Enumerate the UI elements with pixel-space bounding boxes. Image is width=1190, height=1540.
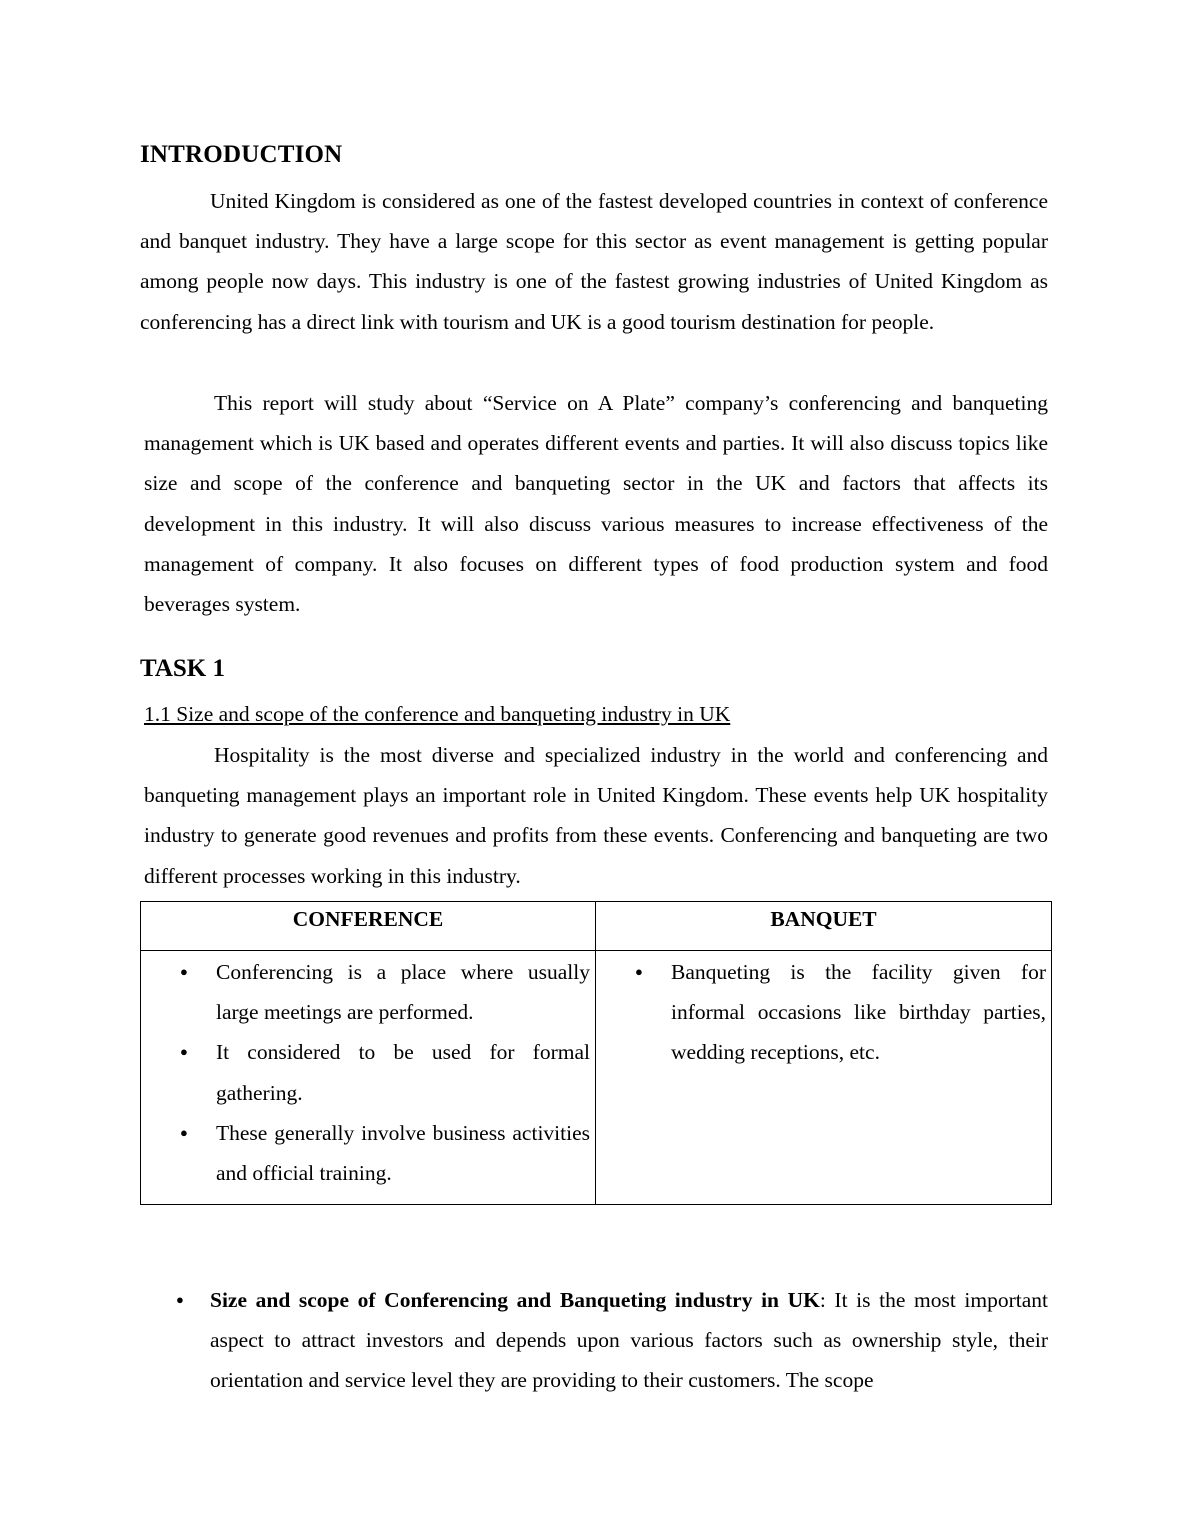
banquet-list <box>596 951 1051 1073</box>
list-item: ● These generally involve business activities and official training. <box>141 1113 595 1193</box>
table-header-row <box>141 902 1052 951</box>
size-scope-label: Size and scope of Conferencing and Banqueting industry in UK <box>210 1288 820 1312</box>
table-row <box>141 951 1052 1205</box>
introduction-heading: INTRODUCTION <box>140 141 343 168</box>
size-scope-bullet <box>176 1280 1049 1401</box>
task1-subheading: 1.1 Size and scope of the conference and banqueting industry in UK <box>144 702 731 726</box>
introduction-paragraph-1: United Kingdom is considered as one of the fastest developed countries in context of conference and banquet industry. They have a large scope for this sector as event management is getting popular among people now days. This industry is one of the fastest growing industries of United Kingdom as conferencing has a direct link with tourism and UK is a good tourism destination for people. <box>140 189 1048 334</box>
comparison-table <box>140 901 1052 1205</box>
conference-header: CONFERENCE <box>141 902 596 951</box>
task1-heading: TASK 1 <box>140 655 225 682</box>
list-item: ● It considered to be used for formal gathering. <box>141 1032 595 1112</box>
conference-cell <box>141 951 596 1205</box>
task1-paragraph: Hospitality is the most diverse and specialized industry in the world and conferencing and banqueting management plays an important role in United Kingdom. These events help UK hospitality industry to generate good revenues and profits from these events. Conferencing and banqueting are two different processes working in this industry. <box>144 743 1048 888</box>
conference-list <box>141 951 595 1193</box>
list-item: ● Conferencing is a place where usually large meetings are performed. <box>141 952 595 1032</box>
introduction-paragraph-2: This report will study about “Service on A Plate” company’s conferencing and banqueting management which is UK based and operates different events and parties. It will also discuss topics like size and scope of the conference and banqueting sector in the UK and factors that affects its development in this industry. It will also discuss various measures to increase effectiveness of the management of company. It also focuses on different types of food production system and food beverages system. <box>144 391 1048 617</box>
banquet-header: BANQUET <box>596 902 1052 951</box>
list-item: ● Banqueting is the facility given for informal occasions like birthday parties, wedding receptions, etc. <box>596 952 1051 1073</box>
banquet-cell <box>596 951 1052 1205</box>
size-scope-text: : It is the most important aspect to attract investors and depends upon various factors such as ownership style, their orientation and service level they are providing to their customers. The scope <box>210 1288 1049 1393</box>
bullet-icon: ● <box>176 1292 184 1307</box>
